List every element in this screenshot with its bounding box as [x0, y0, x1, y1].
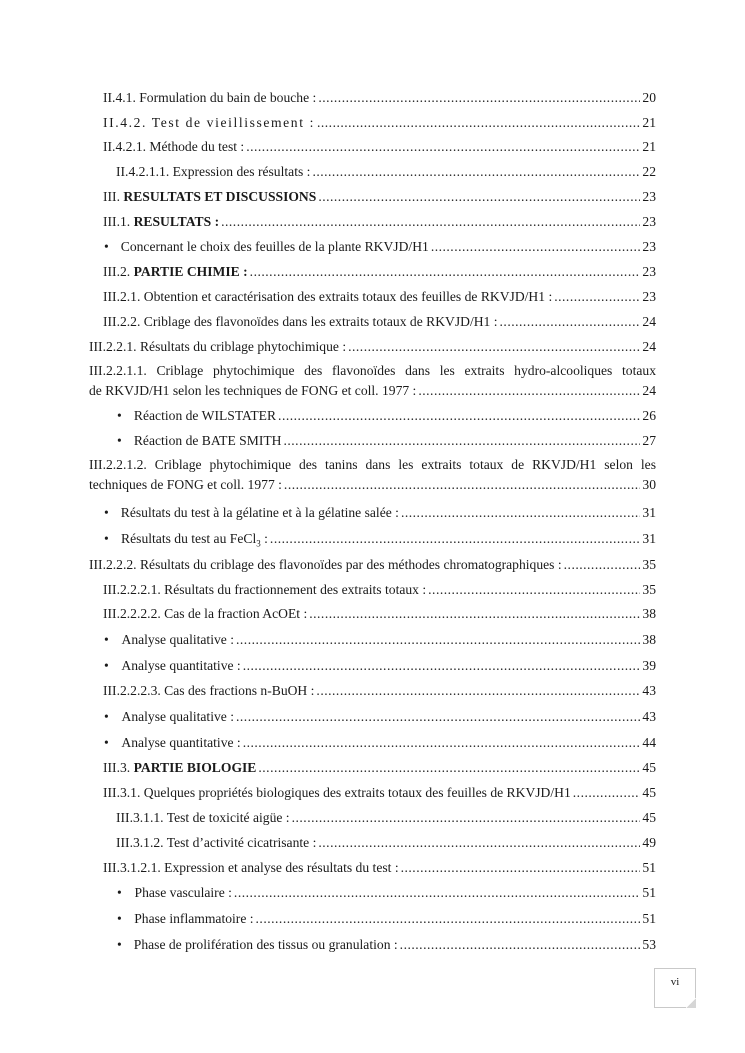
- toc-entry[interactable]: [117, 885, 656, 901]
- bullet-icon: •: [117, 433, 122, 448]
- leader-dots: [401, 860, 641, 876]
- toc-entry[interactable]: [89, 557, 656, 573]
- toc-entry-title: III.2.2.1. Résultats du criblage phytochimique :: [89, 339, 347, 354]
- toc-entry-title-colon: :: [260, 531, 268, 546]
- toc-entry-page: 21: [642, 139, 656, 154]
- toc-entry-title-line1: III.2.2.1.1. Criblage phytochimique des flavonoïdes dans les extraits hydro-alcooliques totaux: [89, 363, 656, 378]
- leader-dots: [236, 709, 640, 725]
- leader-dots: [221, 214, 640, 230]
- toc-entry-title: II.4.2. Test de vieillissement :: [103, 115, 315, 130]
- toc-entry[interactable]: [89, 339, 656, 355]
- toc-entry-title: Analyse quantitative :: [121, 658, 241, 673]
- toc-entry[interactable]: [103, 582, 656, 598]
- bullet-icon: •: [117, 911, 122, 926]
- toc-entry-page: 20: [642, 90, 656, 105]
- leader-dots: [318, 90, 640, 106]
- leader-dots: [246, 139, 640, 155]
- section-prefix: III.1.: [103, 214, 131, 229]
- toc-entry-page: 51: [642, 911, 656, 926]
- leader-dots: [500, 314, 641, 330]
- toc-entry-title: III.2.2.2.3. Cas des fractions n-BuOH :: [103, 683, 315, 698]
- toc-entry[interactable]: [103, 860, 656, 876]
- toc-entry-title: III.2.2.2.1. Résultats du fractionnement des extraits totaux :: [103, 582, 427, 597]
- toc-entry[interactable]: [103, 760, 656, 776]
- toc-entry-title: II.4.2.1.1. Expression des résultats :: [116, 164, 311, 179]
- toc-entry[interactable]: [116, 164, 656, 180]
- toc-entry[interactable]: [103, 289, 656, 305]
- bullet-icon: •: [117, 885, 122, 900]
- section-prefix: III.: [103, 189, 120, 204]
- leader-dots: [554, 289, 640, 305]
- leader-dots: [292, 810, 641, 826]
- toc-entry-title: Analyse qualitative :: [121, 709, 234, 724]
- section-heading: RESULTATS :: [133, 214, 220, 229]
- leader-dots: [243, 735, 641, 751]
- toc-entry-page: 43: [642, 709, 656, 724]
- toc-entry-title: [103, 760, 256, 776]
- toc-entry[interactable]: [104, 709, 656, 725]
- toc-entry-page: 26: [642, 408, 656, 423]
- leader-dots: [312, 164, 640, 180]
- toc-entry-page: 38: [642, 632, 656, 647]
- toc-entry-page: 22: [642, 164, 656, 179]
- toc-entry-title-line2-row: [89, 475, 656, 495]
- leader-dots: [418, 381, 640, 401]
- leader-dots: [309, 606, 640, 622]
- toc-entry-page: 35: [642, 557, 656, 572]
- toc-entry[interactable]: [104, 239, 656, 255]
- toc-entry-page: 49: [642, 835, 656, 850]
- leader-dots: [317, 115, 640, 131]
- toc-entry-page: 23: [642, 289, 656, 304]
- leader-dots: [284, 475, 640, 495]
- leader-dots: [283, 433, 640, 449]
- bullet-icon: •: [104, 632, 109, 647]
- toc-entry-title: II.4.1. Formulation du bain de bouche :: [103, 90, 317, 105]
- toc-entry-page: 23: [642, 214, 656, 229]
- toc-entry[interactable]: [103, 683, 656, 699]
- bullet-icon: •: [117, 408, 122, 423]
- leader-dots: [270, 531, 640, 547]
- toc-entry-title: Réaction de WILSTATER: [133, 408, 277, 423]
- toc-entry-title: Phase vasculaire :: [134, 885, 232, 900]
- toc-entry-title: III.3.1.2.1. Expression et analyse des résultats du test :: [103, 860, 399, 875]
- toc-entry-page: 31: [642, 531, 656, 546]
- toc-entry[interactable]: [104, 632, 656, 648]
- toc-entry-title: Concernant le choix des feuilles de la plante RKVJD/H1: [120, 239, 429, 254]
- toc-entry[interactable]: [89, 455, 656, 495]
- leader-dots: [278, 408, 640, 424]
- toc-entry[interactable]: [103, 264, 656, 280]
- toc-entry[interactable]: [104, 505, 656, 521]
- bullet-icon: •: [104, 239, 109, 254]
- toc-entry-page: 23: [642, 189, 656, 204]
- toc-entry-title: II.4.2.1. Méthode du test :: [103, 139, 245, 154]
- toc-entry-page: 23: [642, 264, 656, 279]
- toc-entry-title: III.2.1. Obtention et caractérisation des extraits totaux des feuilles de RKVJD/H1 :: [103, 289, 553, 304]
- toc-entry-title-text: Résultats du test au FeCl: [121, 531, 257, 546]
- toc-entry-title: Analyse qualitative :: [121, 632, 234, 647]
- toc-entry-page: 21: [642, 115, 656, 130]
- toc-entry-title: Phase inflammatoire :: [134, 911, 254, 926]
- toc-entry[interactable]: [103, 214, 656, 230]
- toc-entry[interactable]: [104, 658, 656, 674]
- toc-entry-page: 23: [642, 239, 656, 254]
- subscript: 3: [256, 538, 261, 549]
- bullet-icon: •: [104, 505, 109, 520]
- section-heading: RESULTATS ET DISCUSSIONS: [123, 189, 317, 204]
- toc-entry-page: 45: [642, 785, 656, 800]
- toc-entry-title-line2: de RKVJD/H1 selon les techniques de FONG et coll. 1977 :: [89, 383, 417, 398]
- toc-entry[interactable]: [103, 139, 656, 155]
- leader-dots: [316, 683, 640, 699]
- toc-entry-title: Phase de prolifération des tissus ou granulation :: [133, 937, 398, 952]
- toc-entry-title: Réaction de BATE SMITH: [133, 433, 282, 448]
- toc-entry[interactable]: [116, 835, 656, 851]
- toc-entry-page: 51: [642, 885, 656, 900]
- toc-entry[interactable]: [103, 115, 656, 131]
- leader-dots: [318, 189, 640, 205]
- toc-entry-page: 24: [642, 314, 656, 329]
- toc-entry-page: 27: [642, 433, 656, 448]
- toc-entry-page: 53: [642, 937, 656, 952]
- leader-dots: [400, 937, 641, 953]
- toc-entry[interactable]: [103, 606, 656, 622]
- toc-entry-page: 35: [642, 582, 656, 597]
- leader-dots: [234, 885, 640, 901]
- toc-entry-page: 24: [642, 339, 656, 354]
- leader-dots: [318, 835, 640, 851]
- leader-dots: [431, 239, 641, 255]
- toc-entry-page: 45: [642, 810, 656, 825]
- toc-entry-title: III.2.2.2.2. Cas de la fraction AcOEt :: [103, 606, 308, 621]
- toc-entry[interactable]: [117, 408, 656, 424]
- toc-entry[interactable]: [103, 785, 656, 801]
- toc-entry-page: 39: [642, 658, 656, 673]
- leader-dots: [236, 632, 640, 648]
- toc-entry[interactable]: [103, 189, 656, 205]
- toc-entry-page: 31: [642, 505, 656, 520]
- toc-entry-page: 24: [642, 383, 656, 398]
- bullet-icon: •: [104, 531, 109, 546]
- toc-entry-title: III.2.2.2. Résultats du criblage des flavonoïdes par des méthodes chromatographiques :: [89, 557, 562, 572]
- toc-entry[interactable]: [117, 937, 656, 953]
- toc-entry-title: [103, 214, 219, 230]
- toc-entry-title: III.3.1.2. Test d’activité cicatrisante :: [116, 835, 317, 850]
- toc-entry-page: 51: [642, 860, 656, 875]
- leader-dots: [573, 785, 641, 801]
- toc-entry-page: 44: [642, 735, 656, 750]
- toc-entry[interactable]: [116, 810, 656, 826]
- toc-entry-title: III.3.1. Quelques propriétés biologiques des extraits totaux des feuilles de RKVJD/H1: [103, 785, 571, 800]
- leader-dots: [348, 339, 640, 355]
- leader-dots: [401, 505, 640, 521]
- leader-dots: [258, 760, 640, 776]
- toc-entry-title: Analyse quantitative :: [121, 735, 241, 750]
- bullet-icon: •: [104, 709, 109, 724]
- leader-dots: [243, 658, 641, 674]
- toc-entry-title-line2: techniques de FONG et coll. 1977 :: [89, 477, 282, 492]
- toc-entry-page: 38: [642, 606, 656, 621]
- toc-entry-title: III.3.1.1. Test de toxicité aigüe :: [116, 810, 290, 825]
- leader-dots: [250, 264, 641, 280]
- toc-entry[interactable]: [89, 361, 656, 401]
- toc-entry-page: 43: [642, 683, 656, 698]
- page-number: vi: [654, 968, 696, 1008]
- bullet-icon: •: [117, 937, 122, 952]
- toc-entry-title-line1: III.2.2.1.2. Criblage phytochimique des tanins dans les extraits totaux de RKVJD/H1 selon les: [89, 457, 656, 472]
- toc-entry[interactable]: [117, 433, 656, 449]
- bullet-icon: •: [104, 658, 109, 673]
- toc-entry-title: [103, 189, 316, 205]
- bullet-icon: •: [104, 735, 109, 750]
- toc-entry[interactable]: [104, 531, 656, 552]
- section-prefix: III.3.: [103, 760, 131, 775]
- leader-dots: [564, 557, 641, 573]
- toc-entry-page: 45: [642, 760, 656, 775]
- toc-entry-title: III.2.2. Criblage des flavonoïdes dans les extraits totaux de RKVJD/H1 :: [103, 314, 498, 329]
- section-heading: PARTIE CHIMIE :: [133, 264, 248, 279]
- section-prefix: III.2.: [103, 264, 131, 279]
- section-heading: PARTIE BIOLOGIE: [133, 760, 257, 775]
- toc-entry[interactable]: [103, 314, 656, 330]
- toc-entry-title: [103, 264, 248, 280]
- toc-entry[interactable]: [117, 911, 656, 927]
- toc-entry-page: 30: [642, 477, 656, 492]
- leader-dots: [428, 582, 640, 598]
- toc-entry-title: Résultats du test à la gélatine et à la gélatine salée :: [120, 505, 399, 520]
- leader-dots: [256, 911, 641, 927]
- toc-entry-title: [121, 531, 268, 552]
- toc-entry[interactable]: [103, 90, 656, 106]
- toc-entry[interactable]: [104, 735, 656, 751]
- toc-entry-title-line2-row: [89, 381, 656, 401]
